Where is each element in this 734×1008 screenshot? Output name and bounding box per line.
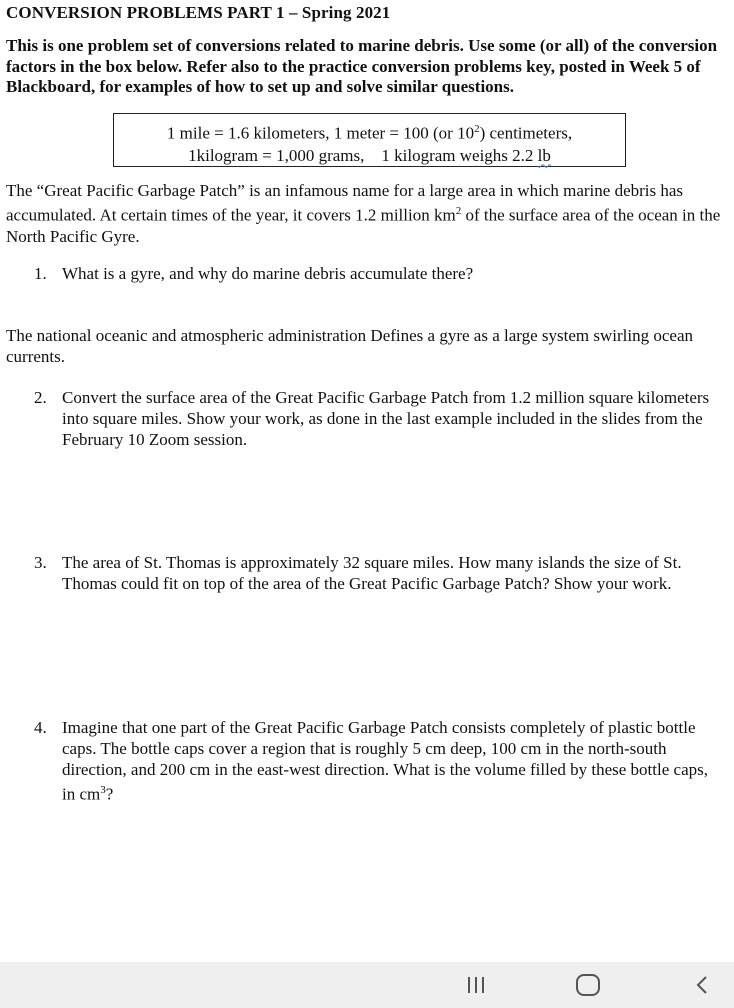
home-button[interactable] [566, 962, 610, 1008]
home-icon [575, 973, 601, 997]
document-title: CONVERSION PROBLEMS PART 1 – Spring 2021 [6, 3, 391, 22]
lb-unit: lb [537, 145, 551, 165]
superscript: 3 [100, 784, 106, 796]
question-text [62, 717, 724, 805]
paragraph-text: The “Great Pacific Garbage Patch” is an infamous name for a large area in which marine debris has accumulated. At certain times of the year, it covers 1.2 million km [6, 181, 684, 225]
question-text-end: ? [105, 784, 114, 804]
conversion-line-1 [114, 118, 625, 145]
question-number: 3. [34, 553, 47, 572]
conversion-line-2 [114, 145, 625, 167]
question-number: 1. [34, 264, 47, 283]
conversion-factors-box [113, 113, 626, 167]
question-text: What is a gyre, and why do marine debris accumulate there? [62, 264, 474, 283]
question-text-main: Imagine that one part of the Great Pacific Garbage Patch consists completely of plastic bottle caps. The bottle caps cover a region that is roughly 5 cm deep, 100 cm in the north-south direction, and 200 cm in the east-west direction. What is the volume filled by these bottle caps, in cm [62, 718, 708, 804]
question-4 [34, 717, 724, 805]
question-text: The area of St. Thomas is approximately 32 square miles. How many islands the size of St. Thomas could fit on top of the area of the Great Pacific Garbage Patch? Show your work. [62, 553, 682, 593]
recent-apps-button[interactable] [452, 962, 500, 1008]
conversion-line-2-text: 1kilogram = 1,000 grams, 1 kilogram weighs 2.2 [188, 145, 538, 165]
superscript: 2 [455, 205, 462, 217]
paragraph-text-end: of the surface area of the ocean in the North Pacific Gyre. [6, 205, 721, 246]
question-2 [34, 387, 724, 450]
recent-apps-icon [465, 975, 487, 995]
question-number: 2. [34, 388, 47, 407]
back-icon [694, 974, 710, 996]
superscript: 2 [474, 123, 480, 135]
intro-paragraph: This is one problem set of conversions related to marine debris. Use some (or all) of the conversion factors in the box below. Refer also to the practice conversion problems key, posted in Week 5 of Blackboard, for examples of how to set up and solve similar questions. [6, 36, 718, 96]
question-1 [34, 263, 724, 284]
question-3 [34, 552, 724, 594]
conversion-line-1-end: ) centimeters, [479, 123, 573, 143]
question-number: 4. [34, 718, 47, 737]
android-navigation-bar [0, 962, 734, 1008]
conversion-line-1-text: 1 mile = 1.6 kilometers, 1 meter = 100 (or 10 [166, 123, 475, 143]
garbage-patch-paragraph [6, 180, 732, 247]
answer-1: The national oceanic and atmospheric administration Defines a gyre as a large system swirling ocean currents. [6, 326, 694, 366]
question-text: Convert the surface area of the Great Pacific Garbage Patch from 1.2 million square kilometers into square miles. Show your work, as done in the last example included in the slides from the February 10 Zoom session. [62, 388, 710, 449]
back-button[interactable] [682, 962, 722, 1008]
